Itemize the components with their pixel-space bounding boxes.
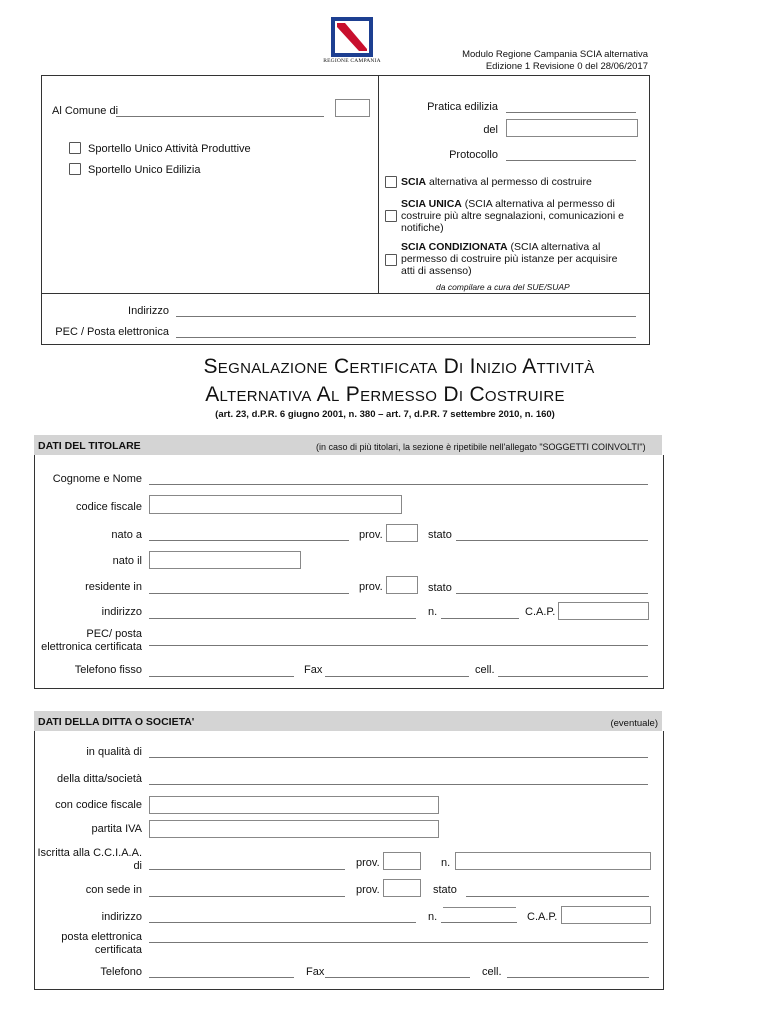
- ditta-pec-field[interactable]: [149, 942, 648, 943]
- ditta-fax-label: Fax: [306, 966, 325, 978]
- cciaa-label-1: Iscritta alla C.C.I.A.A.: [37, 847, 142, 859]
- cciaa-prov-field[interactable]: [383, 852, 421, 870]
- cciaa-field[interactable]: [149, 869, 345, 870]
- document-subtitle: (art. 23, d.P.R. 6 giugno 2001, n. 380 – art. 7, d.P.R. 7 settembre 2010, n. 160): [215, 409, 555, 420]
- ditta-cell-field[interactable]: [507, 977, 649, 978]
- ditta-heading: DATI DELLA DITTA O SOCIETA': [38, 716, 195, 728]
- cognome-nome-label: Cognome e Nome: [52, 473, 142, 485]
- sede-label: con sede in: [85, 884, 142, 896]
- nato-prov-field[interactable]: [386, 524, 418, 542]
- nato-il-label: nato il: [112, 555, 142, 567]
- residente-prov-field[interactable]: [386, 576, 418, 594]
- fax-field[interactable]: [325, 676, 469, 677]
- residente-in-label: residente in: [85, 581, 142, 593]
- ditta-telefono-field[interactable]: [149, 977, 294, 978]
- residente-stato-field[interactable]: [456, 593, 648, 594]
- nato-stato-field[interactable]: [456, 540, 648, 541]
- comune-code-field[interactable]: [335, 99, 370, 117]
- sede-field[interactable]: [149, 896, 345, 897]
- del-label: del: [483, 124, 498, 136]
- admin-box-separator: [41, 293, 649, 294]
- cciaa-label-2: di: [133, 860, 142, 872]
- cognome-nome-field[interactable]: [149, 484, 648, 485]
- pec-titolare-label-1: PEC/ posta: [86, 628, 142, 640]
- codice-fiscale-label: codice fiscale: [75, 501, 142, 513]
- title-word: AL: [316, 383, 340, 406]
- pec-titolare-field[interactable]: [149, 645, 648, 646]
- title-word: DI: [443, 383, 464, 406]
- sportello-edilizia-label: Sportello Unico Edilizia: [88, 164, 201, 176]
- ditta-telefono-label: Telefono: [100, 966, 142, 978]
- sportello-attivita-checkbox[interactable]: [69, 142, 81, 154]
- sede-prov-label: prov.: [356, 884, 380, 896]
- title-word: SEGNALAZIONE: [203, 355, 328, 378]
- nato-il-field[interactable]: [149, 551, 301, 569]
- indirizzo-field[interactable]: [176, 316, 636, 317]
- partita-iva-label: partita IVA: [91, 823, 142, 835]
- pec-field[interactable]: [176, 337, 636, 338]
- ditta-cap-field[interactable]: [561, 906, 651, 924]
- sede-stato-field[interactable]: [466, 896, 649, 897]
- comune-label: Al Comune di: [52, 105, 119, 117]
- scia-option: SCIA alternativa al permesso di costruire: [401, 176, 592, 188]
- telefono-fisso-field[interactable]: [149, 676, 294, 677]
- titolare-section: [34, 455, 664, 689]
- scia-condizionata-checkbox[interactable]: [385, 254, 397, 266]
- in-qualita-label: in qualità di: [86, 746, 142, 758]
- cap-field[interactable]: [558, 602, 649, 620]
- scia-unica-checkbox[interactable]: [385, 210, 397, 222]
- cell-field[interactable]: [498, 676, 648, 677]
- ditta-indirizzo-field[interactable]: [149, 922, 416, 923]
- cap-label: C.A.P.: [525, 606, 556, 618]
- title-word: COSTRUIRE: [469, 383, 565, 406]
- nato-prov-label: prov.: [359, 529, 383, 541]
- indirizzo-titolare-label: indirizzo: [101, 606, 142, 618]
- telefono-fisso-label: Telefono fisso: [74, 664, 142, 676]
- cciaa-prov-label: prov.: [356, 857, 380, 869]
- pratica-field[interactable]: [506, 112, 636, 113]
- partita-iva-field[interactable]: [149, 820, 439, 838]
- title-word: DI: [443, 355, 464, 378]
- codice-fiscale-field[interactable]: [149, 495, 402, 514]
- residente-stato-label: stato: [428, 582, 452, 594]
- title-word: INIZIO: [469, 355, 518, 378]
- nato-stato-label: stato: [428, 529, 452, 541]
- residente-prov-label: prov.: [359, 581, 383, 593]
- titolare-heading: DATI DEL TITOLARE: [38, 440, 141, 452]
- ditta-indirizzo-label: indirizzo: [101, 911, 142, 923]
- nato-a-label: nato a: [111, 529, 142, 541]
- module-info-line2: Edizione 1 Revisione 0 del 28/06/2017: [485, 61, 648, 72]
- protocollo-field[interactable]: [506, 160, 636, 161]
- ditta-n-top-rule: [443, 907, 516, 908]
- ditta-codice-fiscale-field[interactable]: [149, 796, 439, 814]
- ditta-cap-label: C.A.P.: [527, 911, 558, 923]
- ditta-codice-fiscale-label: con codice fiscale: [55, 799, 142, 811]
- ditta-pec-label-2: certificata: [94, 944, 142, 956]
- sportello-edilizia-checkbox[interactable]: [69, 163, 81, 175]
- title-word: CERTIFICATA: [333, 355, 438, 378]
- sue-suap-note: da compilare a cura del SUE/SUAP: [436, 282, 570, 292]
- scia-unica-option: SCIA UNICA (SCIA alternativa al permesso di costruire più altre segnalazioni, comunicazioni e notifiche): [401, 198, 624, 234]
- logo-caption: REGIONE CAMPANIA: [323, 58, 381, 64]
- scia-checkbox[interactable]: [385, 176, 397, 188]
- ditta-n-field[interactable]: [441, 922, 517, 923]
- protocollo-label: Protocollo: [449, 149, 498, 161]
- del-date-field[interactable]: [506, 119, 638, 137]
- civico-label: n.: [428, 606, 438, 618]
- ditta-pec-label-1: posta elettronica: [61, 931, 142, 943]
- cciaa-n-field[interactable]: [455, 852, 651, 870]
- sede-prov-field[interactable]: [383, 879, 421, 897]
- sportello-attivita-label: Sportello Unico Attività Produttive: [88, 143, 251, 155]
- title-word: ALTERNATIVA: [205, 383, 312, 406]
- comune-field[interactable]: [116, 116, 324, 117]
- fax-label: Fax: [304, 664, 323, 676]
- ditta-n-label: n.: [428, 911, 438, 923]
- titolare-note: (in caso di più titolari, la sezione è ripetibile nell'allegato "SOGGETTI COINVOLTI"): [316, 442, 646, 452]
- ditta-cell-label: cell.: [482, 966, 502, 978]
- indirizzo-titolare-field[interactable]: [149, 618, 416, 619]
- sede-stato-label: stato: [433, 884, 457, 896]
- scia-condizionata-option: SCIA CONDIZIONATA (SCIA alternativa al permesso di costruire più istanze per acquisire atti di assenso): [401, 241, 618, 277]
- in-qualita-field[interactable]: [149, 757, 648, 758]
- civico-field[interactable]: [441, 618, 519, 619]
- ditta-societa-label: della ditta/società: [57, 773, 142, 785]
- document-title-line2: [0, 383, 770, 407]
- title-word: ATTIVITÀ: [522, 355, 595, 378]
- ditta-fax-field[interactable]: [325, 977, 470, 978]
- admin-box-divider: [378, 75, 379, 293]
- ditta-note: (eventuale): [610, 718, 658, 729]
- pratica-label: Pratica edilizia: [427, 101, 498, 113]
- pec-label: PEC / Posta elettronica: [55, 326, 169, 338]
- title-word: PERMESSO: [345, 383, 438, 406]
- indirizzo-label: Indirizzo: [128, 305, 169, 317]
- nato-a-field[interactable]: [149, 540, 349, 541]
- document-title-line1: [0, 355, 770, 379]
- residente-in-field[interactable]: [149, 593, 349, 594]
- cell-label: cell.: [475, 664, 495, 676]
- cciaa-n-label: n.: [441, 857, 451, 869]
- ditta-societa-field[interactable]: [149, 784, 648, 785]
- module-info-line1: Modulo Regione Campania SCIA alternativa: [462, 49, 648, 60]
- pec-titolare-label-2: elettronica certificata: [41, 641, 142, 653]
